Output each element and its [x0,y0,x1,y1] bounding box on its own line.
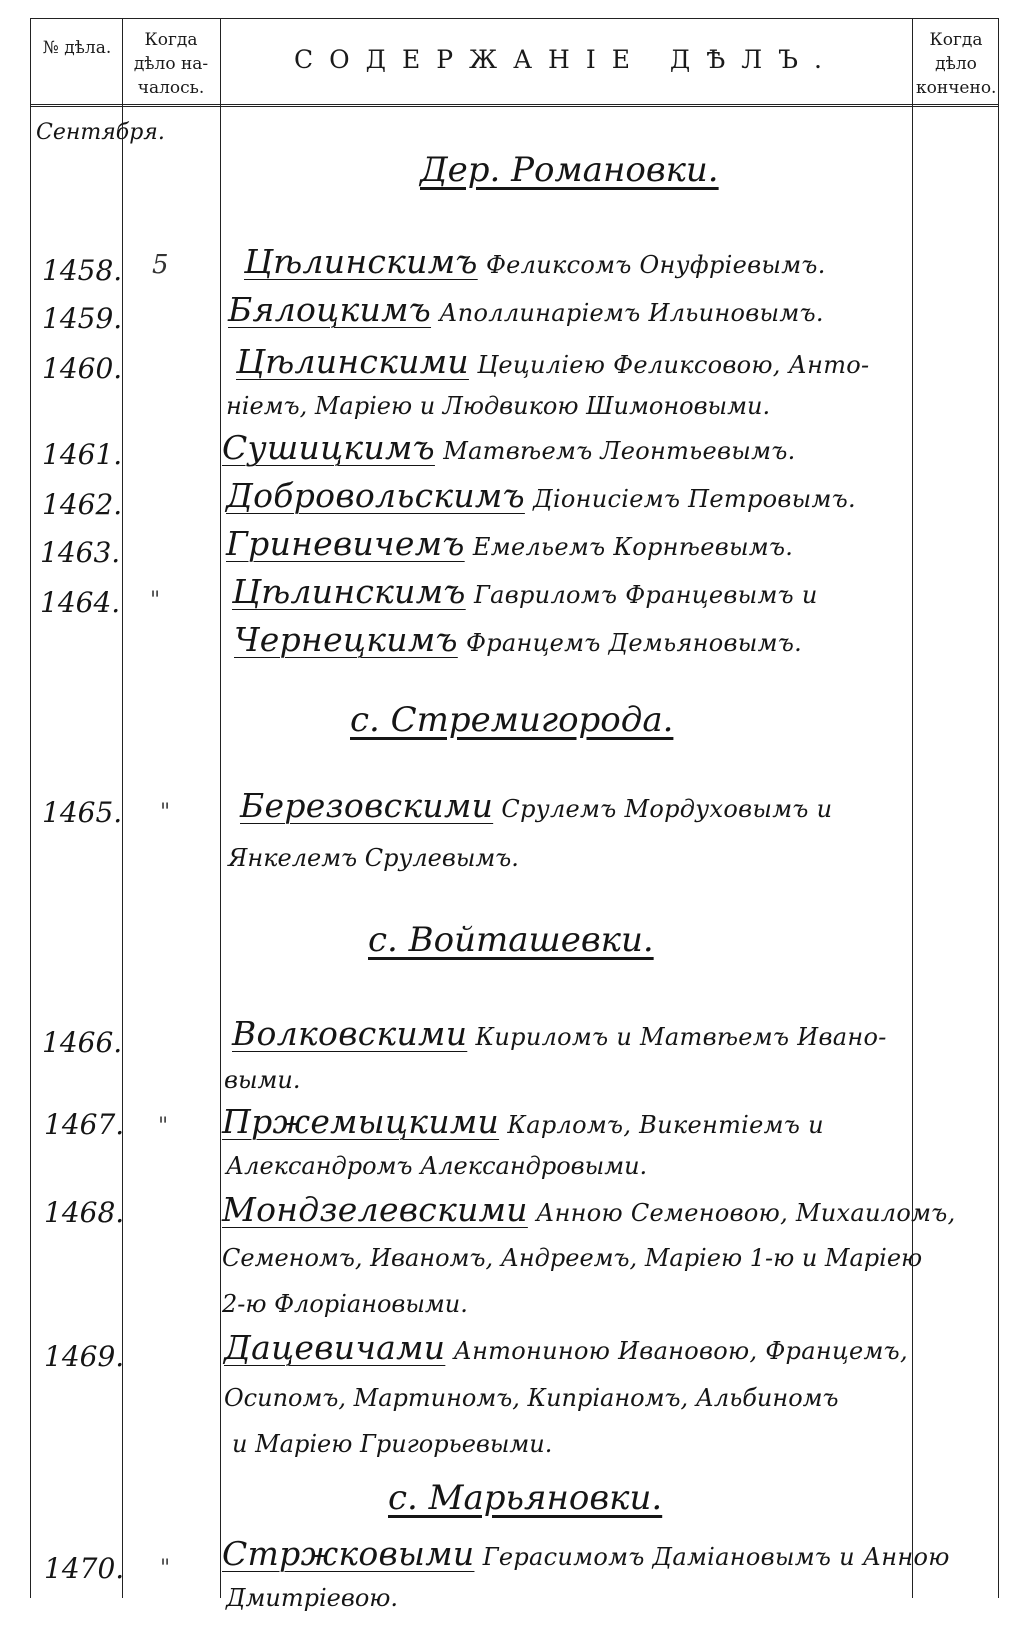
case-number-1462: 1462. [42,488,123,521]
surname-1464-second: Чернецкимъ [234,620,458,659]
entry-1468 [222,1190,956,1229]
names-1468: Анною Семеновою, Михаиломъ, [536,1199,956,1227]
surname-1464: Цѣлинскимъ [232,572,466,611]
case-number-1467: 1467. [44,1108,125,1141]
case-number-1458: 1458. [42,254,123,287]
header-bottom-rule [30,104,998,107]
names-1465: Срулемъ Мордуховымъ и [501,795,833,823]
surname-1463: Гриневичемъ [226,524,465,563]
surname-1461: Сушицкимъ [222,428,435,467]
entry-1458 [244,242,826,281]
surname-1465: Березовскими [240,786,494,825]
right-border-line [998,18,999,1598]
surname-1468: Мондзелевскими [222,1190,528,1229]
left-border-line [30,18,31,1598]
names-1461: Матвѣемъ Леонтьевымъ. [443,437,796,465]
section-heading-voitashevki: с. Войташевки. [368,920,654,960]
names-1463: Емельемъ Корнѣевымъ. [472,533,794,561]
names-1467: Карломъ, Викентіемъ и [507,1111,824,1139]
entry-1469-line-3: и Маріею Григорьевыми. [232,1430,553,1458]
names-1464: Гавриломъ Францевымъ и [473,581,818,609]
entry-1468-line-2: Семеномъ, Иваномъ, Андреемъ, Маріею 1-ю и Маріею [222,1244,923,1272]
case-number-1463: 1463. [40,536,121,569]
surname-1459: Бялоцкимъ [228,290,432,329]
header-case-contents: СОДЕРЖАНІЕ ДѢЛЪ. [294,45,838,74]
case-number-1465: 1465. [42,796,123,829]
case-number-1460: 1460. [42,352,123,385]
entry-1466-line-2: выми. [224,1066,301,1094]
entry-1462 [226,476,856,515]
entry-1465-line-2: Янкелемъ Срулевымъ. [228,844,519,872]
entry-1467 [222,1102,824,1141]
header-top-rule [30,18,998,19]
names-1458: Феликсомъ Онуфріевымъ. [485,251,826,279]
header-date-finished: Когда дѣло кончено. [916,30,997,98]
header-case-number: № дѣла. [42,38,112,58]
section-heading-maryanovki: с. Марьяновки. [388,1478,663,1518]
surname-1466: Волковскими [232,1014,468,1053]
surname-1467: Пржемыцкими [222,1102,500,1141]
names-1470: Герасимомъ Даміановымъ и Анною [482,1543,950,1571]
names-1459: Аполлинаріемъ Ильиновымъ. [439,299,824,327]
ditto-1467: " [158,1114,169,1139]
entry-1459 [228,290,824,329]
entry-1464 [232,572,818,611]
entry-1469 [224,1328,908,1367]
header-date-started: Когда дѣло на-чалось. [133,30,209,98]
start-day-1458: 5 [152,250,169,280]
entry-1461 [222,428,796,467]
ditto-1470: " [160,1556,171,1581]
names-1469: Антониною Ивановою, Францемъ, [453,1337,908,1365]
names-1462: Діонисіемъ Петровымъ. [533,485,856,513]
case-number-1468: 1468. [44,1196,125,1229]
names-1464-second: Францемъ Демьяновымъ. [466,629,803,657]
ditto-1465: " [160,800,171,825]
finished-column-divider [912,18,913,1598]
entry-1464-line-2 [234,620,802,659]
entry-1460 [236,342,869,381]
entry-1460-line-2: ніемъ, Маріею и Людвикою Шимоновыми. [226,392,771,420]
case-number-1469: 1469. [44,1340,125,1373]
case-number-1470: 1470. [44,1552,125,1585]
surname-1470: Стржковыми [222,1534,475,1573]
case-number-1466: 1466. [42,1026,123,1059]
case-number-1464: 1464. [40,586,121,619]
entry-1468-line-3: 2-ю Флоріановыми. [222,1290,468,1318]
entry-1467-line-2: Александромъ Александровыми. [226,1152,648,1180]
names-1460: Цециліею Феликсовою, Анто- [477,351,870,379]
surname-1462: Добровольскимъ [226,476,525,515]
surname-1469: Дацевичами [224,1328,446,1367]
case-number-1461: 1461. [42,438,123,471]
surname-1458: Цѣлинскимъ [244,242,478,281]
ditto-1464: " [150,588,161,613]
month-label: Сентября. [36,120,165,145]
entry-1466 [232,1014,887,1053]
entry-1465 [240,786,832,825]
section-heading-romanovki: Дер. Романовки. [420,150,719,190]
entry-1469-line-2: Осипомъ, Мартиномъ, Кипріаномъ, Альбиномъ [224,1384,839,1412]
entry-1470 [222,1534,950,1573]
surname-1460: Цѣлинскими [236,342,469,381]
entry-1470-line-2: Дмитріевою. [226,1584,399,1612]
entry-1463 [226,524,793,563]
section-heading-stremigoroda: с. Стремигорода. [350,700,674,740]
started-column-divider [220,18,221,1598]
names-1466: Кириломъ и Матвѣемъ Ивано- [475,1023,887,1051]
case-number-1459: 1459. [42,302,123,335]
